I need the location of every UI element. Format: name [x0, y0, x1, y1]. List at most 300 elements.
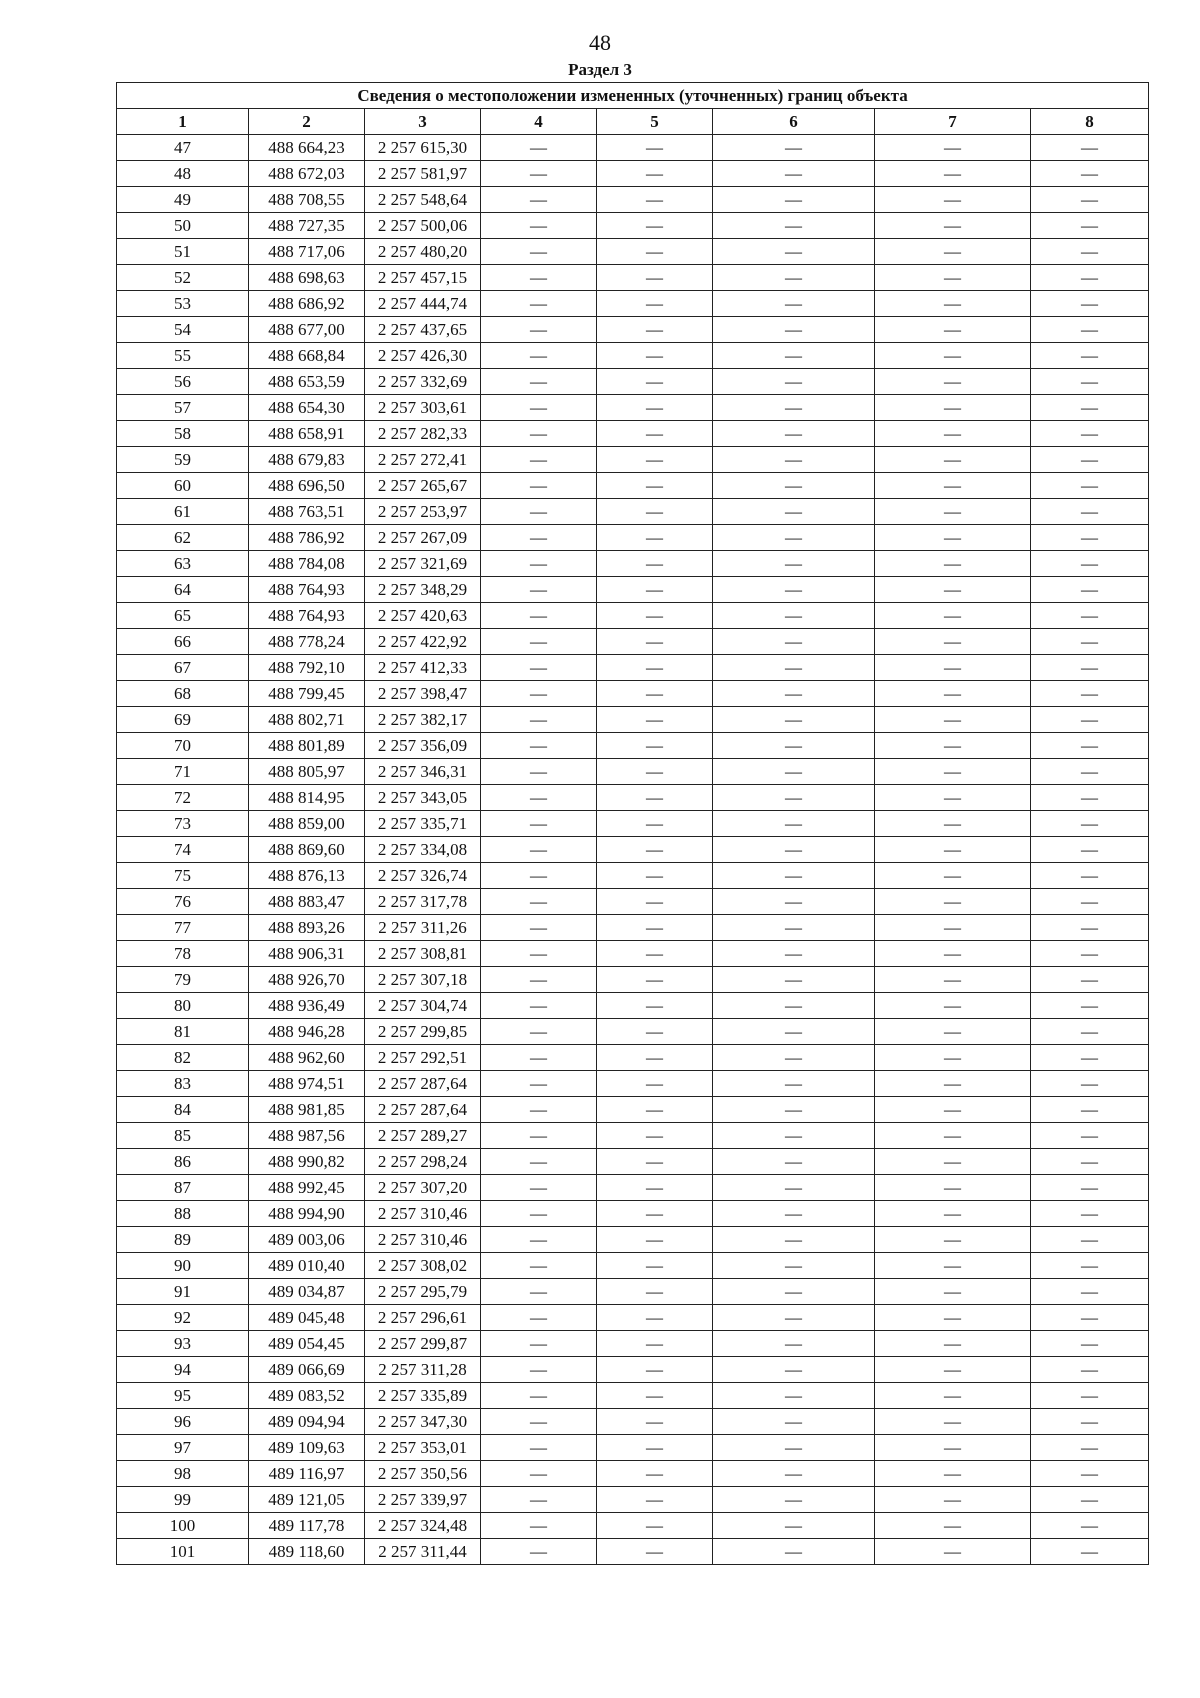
point-number-cell: 49 [117, 187, 249, 213]
empty-value-cell: — [597, 317, 713, 343]
x-coordinate-cell: 489 109,63 [249, 1435, 365, 1461]
empty-value-cell: — [875, 941, 1031, 967]
y-coordinate-cell: 2 257 272,41 [365, 447, 481, 473]
empty-value-cell: — [713, 551, 875, 577]
empty-value-cell: — [1031, 1071, 1149, 1097]
empty-value-cell: — [597, 1045, 713, 1071]
empty-value-cell: — [713, 473, 875, 499]
x-coordinate-cell: 488 990,82 [249, 1149, 365, 1175]
empty-value-cell: — [713, 1071, 875, 1097]
empty-value-cell: — [713, 187, 875, 213]
x-coordinate-cell: 488 802,71 [249, 707, 365, 733]
x-coordinate-cell: 488 668,84 [249, 343, 365, 369]
empty-value-cell: — [481, 1305, 597, 1331]
empty-value-cell: — [1031, 915, 1149, 941]
table-row [117, 265, 1149, 291]
empty-value-cell: — [481, 343, 597, 369]
empty-value-cell: — [481, 577, 597, 603]
empty-value-cell: — [481, 473, 597, 499]
table-row [117, 1331, 1149, 1357]
point-number-cell: 67 [117, 655, 249, 681]
x-coordinate-cell: 489 094,94 [249, 1409, 365, 1435]
empty-value-cell: — [875, 1461, 1031, 1487]
empty-value-cell: — [713, 525, 875, 551]
empty-value-cell: — [875, 1097, 1031, 1123]
x-coordinate-cell: 488 906,31 [249, 941, 365, 967]
empty-value-cell: — [1031, 889, 1149, 915]
empty-value-cell: — [875, 915, 1031, 941]
x-coordinate-cell: 489 003,06 [249, 1227, 365, 1253]
y-coordinate-cell: 2 257 267,09 [365, 525, 481, 551]
empty-value-cell: — [597, 837, 713, 863]
empty-value-cell: — [481, 1123, 597, 1149]
x-coordinate-cell: 488 946,28 [249, 1019, 365, 1045]
empty-value-cell: — [713, 629, 875, 655]
point-number-cell: 86 [117, 1149, 249, 1175]
empty-value-cell: — [1031, 187, 1149, 213]
empty-value-cell: — [713, 811, 875, 837]
x-coordinate-cell: 488 664,23 [249, 135, 365, 161]
y-coordinate-cell: 2 257 282,33 [365, 421, 481, 447]
empty-value-cell: — [481, 1253, 597, 1279]
empty-value-cell: — [875, 837, 1031, 863]
y-coordinate-cell: 2 257 304,74 [365, 993, 481, 1019]
table-row [117, 863, 1149, 889]
point-number-cell: 97 [117, 1435, 249, 1461]
point-number-cell: 96 [117, 1409, 249, 1435]
empty-value-cell: — [597, 1201, 713, 1227]
point-number-cell: 65 [117, 603, 249, 629]
empty-value-cell: — [1031, 1175, 1149, 1201]
table-row [117, 1201, 1149, 1227]
empty-value-cell: — [713, 1461, 875, 1487]
empty-value-cell: — [597, 629, 713, 655]
point-number-cell: 94 [117, 1357, 249, 1383]
table-row [117, 395, 1149, 421]
table-body [117, 135, 1149, 1565]
y-coordinate-cell: 2 257 581,97 [365, 161, 481, 187]
y-coordinate-cell: 2 257 253,97 [365, 499, 481, 525]
x-coordinate-cell: 489 121,05 [249, 1487, 365, 1513]
empty-value-cell: — [481, 915, 597, 941]
table-title-row [117, 83, 1149, 109]
point-number-cell: 56 [117, 369, 249, 395]
point-number-cell: 82 [117, 1045, 249, 1071]
y-coordinate-cell: 2 257 444,74 [365, 291, 481, 317]
y-coordinate-cell: 2 257 307,18 [365, 967, 481, 993]
empty-value-cell: — [481, 785, 597, 811]
empty-value-cell: — [875, 785, 1031, 811]
empty-value-cell: — [481, 941, 597, 967]
empty-value-cell: — [875, 1149, 1031, 1175]
x-coordinate-cell: 488 658,91 [249, 421, 365, 447]
y-coordinate-cell: 2 257 339,97 [365, 1487, 481, 1513]
empty-value-cell: — [875, 1123, 1031, 1149]
empty-value-cell: — [875, 1279, 1031, 1305]
empty-value-cell: — [713, 369, 875, 395]
point-number-cell: 58 [117, 421, 249, 447]
empty-value-cell: — [875, 369, 1031, 395]
empty-value-cell: — [1031, 1461, 1149, 1487]
empty-value-cell: — [875, 1357, 1031, 1383]
table-row [117, 369, 1149, 395]
empty-value-cell: — [875, 343, 1031, 369]
empty-value-cell: — [875, 1331, 1031, 1357]
empty-value-cell: — [713, 967, 875, 993]
empty-value-cell: — [481, 135, 597, 161]
empty-value-cell: — [875, 1227, 1031, 1253]
empty-value-cell: — [597, 1149, 713, 1175]
empty-value-cell: — [875, 291, 1031, 317]
empty-value-cell: — [875, 993, 1031, 1019]
y-coordinate-cell: 2 257 265,67 [365, 473, 481, 499]
empty-value-cell: — [1031, 291, 1149, 317]
empty-value-cell: — [713, 1097, 875, 1123]
empty-value-cell: — [481, 421, 597, 447]
empty-value-cell: — [713, 343, 875, 369]
empty-value-cell: — [713, 161, 875, 187]
x-coordinate-cell: 488 677,00 [249, 317, 365, 343]
point-number-cell: 92 [117, 1305, 249, 1331]
empty-value-cell: — [875, 1383, 1031, 1409]
empty-value-cell: — [713, 1487, 875, 1513]
empty-value-cell: — [597, 551, 713, 577]
x-coordinate-cell: 489 083,52 [249, 1383, 365, 1409]
table-row [117, 1123, 1149, 1149]
empty-value-cell: — [481, 993, 597, 1019]
empty-value-cell: — [481, 1409, 597, 1435]
y-coordinate-cell: 2 257 420,63 [365, 603, 481, 629]
boundary-coordinates-table [116, 82, 1149, 1565]
x-coordinate-cell: 489 116,97 [249, 1461, 365, 1487]
empty-value-cell: — [713, 265, 875, 291]
x-coordinate-cell: 488 876,13 [249, 863, 365, 889]
empty-value-cell: — [481, 187, 597, 213]
empty-value-cell: — [875, 551, 1031, 577]
table-row [117, 1175, 1149, 1201]
x-coordinate-cell: 488 974,51 [249, 1071, 365, 1097]
point-number-cell: 75 [117, 863, 249, 889]
point-number-cell: 69 [117, 707, 249, 733]
x-coordinate-cell: 488 686,92 [249, 291, 365, 317]
point-number-cell: 51 [117, 239, 249, 265]
empty-value-cell: — [875, 1253, 1031, 1279]
x-coordinate-cell: 488 786,92 [249, 525, 365, 551]
empty-value-cell: — [713, 135, 875, 161]
empty-value-cell: — [481, 1357, 597, 1383]
x-coordinate-cell: 488 784,08 [249, 551, 365, 577]
empty-value-cell: — [1031, 863, 1149, 889]
table-row [117, 681, 1149, 707]
empty-value-cell: — [1031, 1357, 1149, 1383]
empty-value-cell: — [1031, 551, 1149, 577]
table-row [117, 1227, 1149, 1253]
empty-value-cell: — [1031, 1097, 1149, 1123]
point-number-cell: 98 [117, 1461, 249, 1487]
empty-value-cell: — [713, 1409, 875, 1435]
point-number-cell: 54 [117, 317, 249, 343]
y-coordinate-cell: 2 257 308,81 [365, 941, 481, 967]
empty-value-cell: — [713, 1331, 875, 1357]
empty-value-cell: — [481, 733, 597, 759]
empty-value-cell: — [481, 239, 597, 265]
table-row [117, 759, 1149, 785]
table-row [117, 603, 1149, 629]
empty-value-cell: — [597, 967, 713, 993]
empty-value-cell: — [481, 967, 597, 993]
empty-value-cell: — [1031, 811, 1149, 837]
empty-value-cell: — [875, 265, 1031, 291]
x-coordinate-cell: 489 054,45 [249, 1331, 365, 1357]
empty-value-cell: — [713, 421, 875, 447]
empty-value-cell: — [481, 1097, 597, 1123]
table-row [117, 213, 1149, 239]
empty-value-cell: — [597, 1071, 713, 1097]
empty-value-cell: — [1031, 941, 1149, 967]
point-number-cell: 59 [117, 447, 249, 473]
empty-value-cell: — [875, 1201, 1031, 1227]
table-row [117, 499, 1149, 525]
empty-value-cell: — [1031, 733, 1149, 759]
y-coordinate-cell: 2 257 353,01 [365, 1435, 481, 1461]
empty-value-cell: — [875, 707, 1031, 733]
table-row [117, 317, 1149, 343]
empty-value-cell: — [875, 1513, 1031, 1539]
empty-value-cell: — [481, 1383, 597, 1409]
table-row [117, 135, 1149, 161]
empty-value-cell: — [1031, 161, 1149, 187]
empty-value-cell: — [597, 187, 713, 213]
table-row [117, 889, 1149, 915]
x-coordinate-cell: 488 727,35 [249, 213, 365, 239]
empty-value-cell: — [1031, 1409, 1149, 1435]
x-coordinate-cell: 489 117,78 [249, 1513, 365, 1539]
table-row [117, 1383, 1149, 1409]
empty-value-cell: — [875, 421, 1031, 447]
empty-value-cell: — [713, 499, 875, 525]
x-coordinate-cell: 488 893,26 [249, 915, 365, 941]
empty-value-cell: — [1031, 343, 1149, 369]
empty-value-cell: — [1031, 213, 1149, 239]
empty-value-cell: — [1031, 1149, 1149, 1175]
empty-value-cell: — [875, 1071, 1031, 1097]
x-coordinate-cell: 488 698,63 [249, 265, 365, 291]
empty-value-cell: — [1031, 317, 1149, 343]
empty-value-cell: — [875, 733, 1031, 759]
empty-value-cell: — [713, 759, 875, 785]
empty-value-cell: — [713, 603, 875, 629]
empty-value-cell: — [1031, 837, 1149, 863]
empty-value-cell: — [597, 161, 713, 187]
table-row [117, 1253, 1149, 1279]
x-coordinate-cell: 488 764,93 [249, 577, 365, 603]
point-number-cell: 84 [117, 1097, 249, 1123]
table-row [117, 1435, 1149, 1461]
y-coordinate-cell: 2 257 426,30 [365, 343, 481, 369]
table-row [117, 733, 1149, 759]
y-coordinate-cell: 2 257 480,20 [365, 239, 481, 265]
empty-value-cell: — [597, 447, 713, 473]
point-number-cell: 57 [117, 395, 249, 421]
x-coordinate-cell: 489 066,69 [249, 1357, 365, 1383]
empty-value-cell: — [481, 1201, 597, 1227]
empty-value-cell: — [713, 889, 875, 915]
y-coordinate-cell: 2 257 303,61 [365, 395, 481, 421]
point-number-cell: 79 [117, 967, 249, 993]
empty-value-cell: — [597, 265, 713, 291]
empty-value-cell: — [597, 655, 713, 681]
empty-value-cell: — [481, 707, 597, 733]
empty-value-cell: — [1031, 603, 1149, 629]
empty-value-cell: — [1031, 1305, 1149, 1331]
table-row [117, 1045, 1149, 1071]
point-number-cell: 78 [117, 941, 249, 967]
empty-value-cell: — [597, 863, 713, 889]
y-coordinate-cell: 2 257 335,89 [365, 1383, 481, 1409]
y-coordinate-cell: 2 257 324,48 [365, 1513, 481, 1539]
empty-value-cell: — [597, 915, 713, 941]
empty-value-cell: — [481, 759, 597, 785]
empty-value-cell: — [597, 681, 713, 707]
y-coordinate-cell: 2 257 326,74 [365, 863, 481, 889]
empty-value-cell: — [597, 421, 713, 447]
x-coordinate-cell: 488 792,10 [249, 655, 365, 681]
point-number-cell: 61 [117, 499, 249, 525]
empty-value-cell: — [713, 239, 875, 265]
empty-value-cell: — [713, 733, 875, 759]
x-coordinate-cell: 489 010,40 [249, 1253, 365, 1279]
empty-value-cell: — [481, 369, 597, 395]
empty-value-cell: — [713, 1149, 875, 1175]
empty-value-cell: — [875, 525, 1031, 551]
empty-value-cell: — [713, 681, 875, 707]
empty-value-cell: — [713, 915, 875, 941]
empty-value-cell: — [713, 655, 875, 681]
empty-value-cell: — [1031, 1279, 1149, 1305]
table-row [117, 1149, 1149, 1175]
point-number-cell: 72 [117, 785, 249, 811]
empty-value-cell: — [481, 1019, 597, 1045]
empty-value-cell: — [875, 863, 1031, 889]
point-number-cell: 81 [117, 1019, 249, 1045]
x-coordinate-cell: 488 679,83 [249, 447, 365, 473]
x-coordinate-cell: 488 708,55 [249, 187, 365, 213]
empty-value-cell: — [481, 1539, 597, 1565]
y-coordinate-cell: 2 257 317,78 [365, 889, 481, 915]
table-row [117, 811, 1149, 837]
table-row [117, 1513, 1149, 1539]
empty-value-cell: — [597, 1253, 713, 1279]
empty-value-cell: — [1031, 1513, 1149, 1539]
empty-value-cell: — [713, 1539, 875, 1565]
empty-value-cell: — [481, 1435, 597, 1461]
x-coordinate-cell: 488 799,45 [249, 681, 365, 707]
empty-value-cell: — [597, 993, 713, 1019]
table-row [117, 941, 1149, 967]
empty-value-cell: — [1031, 681, 1149, 707]
y-coordinate-cell: 2 257 335,71 [365, 811, 481, 837]
y-coordinate-cell: 2 257 307,20 [365, 1175, 481, 1201]
empty-value-cell: — [713, 707, 875, 733]
point-number-cell: 48 [117, 161, 249, 187]
y-coordinate-cell: 2 257 299,87 [365, 1331, 481, 1357]
empty-value-cell: — [875, 213, 1031, 239]
y-coordinate-cell: 2 257 347,30 [365, 1409, 481, 1435]
empty-value-cell: — [597, 785, 713, 811]
empty-value-cell: — [597, 1097, 713, 1123]
point-number-cell: 55 [117, 343, 249, 369]
table-row [117, 915, 1149, 941]
empty-value-cell: — [597, 473, 713, 499]
y-coordinate-cell: 2 257 398,47 [365, 681, 481, 707]
empty-value-cell: — [713, 577, 875, 603]
point-number-cell: 80 [117, 993, 249, 1019]
y-coordinate-cell: 2 257 311,28 [365, 1357, 481, 1383]
table-row [117, 239, 1149, 265]
empty-value-cell: — [1031, 1383, 1149, 1409]
empty-value-cell: — [481, 1513, 597, 1539]
table-row [117, 577, 1149, 603]
empty-value-cell: — [481, 317, 597, 343]
y-coordinate-cell: 2 257 310,46 [365, 1201, 481, 1227]
table-row [117, 655, 1149, 681]
x-coordinate-cell: 489 118,60 [249, 1539, 365, 1565]
empty-value-cell: — [713, 1123, 875, 1149]
empty-value-cell: — [597, 707, 713, 733]
empty-value-cell: — [597, 733, 713, 759]
empty-value-cell: — [713, 1357, 875, 1383]
x-coordinate-cell: 488 987,56 [249, 1123, 365, 1149]
point-number-cell: 74 [117, 837, 249, 863]
point-number-cell: 66 [117, 629, 249, 655]
empty-value-cell: — [875, 187, 1031, 213]
empty-value-cell: — [713, 837, 875, 863]
empty-value-cell: — [1031, 759, 1149, 785]
y-coordinate-cell: 2 257 292,51 [365, 1045, 481, 1071]
empty-value-cell: — [875, 1305, 1031, 1331]
empty-value-cell: — [481, 681, 597, 707]
empty-value-cell: — [875, 603, 1031, 629]
column-header-4: 4 [481, 109, 597, 135]
empty-value-cell: — [713, 1383, 875, 1409]
empty-value-cell: — [875, 239, 1031, 265]
table-row [117, 967, 1149, 993]
empty-value-cell: — [1031, 629, 1149, 655]
empty-value-cell: — [597, 213, 713, 239]
y-coordinate-cell: 2 257 287,64 [365, 1071, 481, 1097]
empty-value-cell: — [1031, 1331, 1149, 1357]
table-row [117, 993, 1149, 1019]
empty-value-cell: — [875, 447, 1031, 473]
empty-value-cell: — [597, 1175, 713, 1201]
empty-value-cell: — [597, 239, 713, 265]
x-coordinate-cell: 488 814,95 [249, 785, 365, 811]
y-coordinate-cell: 2 257 346,31 [365, 759, 481, 785]
empty-value-cell: — [597, 291, 713, 317]
column-header-5: 5 [597, 109, 713, 135]
empty-value-cell: — [597, 1357, 713, 1383]
empty-value-cell: — [713, 941, 875, 967]
empty-value-cell: — [875, 1409, 1031, 1435]
empty-value-cell: — [875, 655, 1031, 681]
empty-value-cell: — [597, 603, 713, 629]
empty-value-cell: — [713, 993, 875, 1019]
empty-value-cell: — [1031, 707, 1149, 733]
point-number-cell: 93 [117, 1331, 249, 1357]
empty-value-cell: — [713, 1227, 875, 1253]
empty-value-cell: — [597, 499, 713, 525]
point-number-cell: 63 [117, 551, 249, 577]
